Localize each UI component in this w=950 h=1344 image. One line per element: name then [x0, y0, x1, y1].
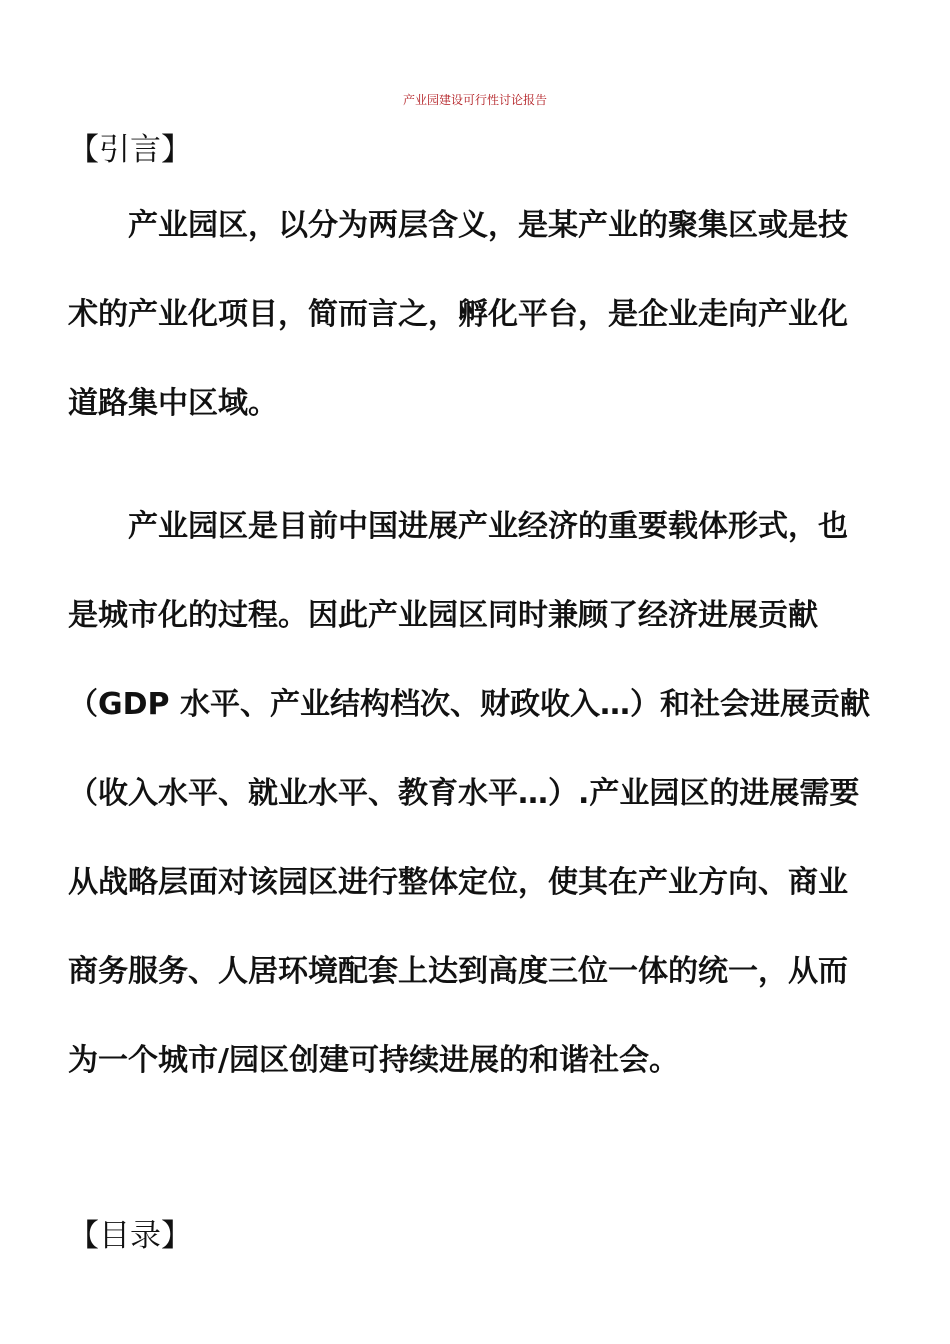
toc-heading: 【目录】 [68, 1218, 192, 1254]
document-title: 产业园建设可行性讨论报告 [402, 93, 547, 107]
intro-heading: 【引言】 [68, 132, 192, 168]
paragraph-line: 商务服务、人居环境配套上达到高度三位一体的统一，从而 [68, 954, 848, 989]
paragraph-line: 术的产业化项目，简而言之，孵化平台，是企业走向产业化 [68, 297, 848, 332]
paragraph-line: 产业园区，以分为两层含义，是某产业的聚集区或是技 [128, 208, 848, 243]
paragraph-line: 从战略层面对该园区进行整体定位，使其在产业方向、商业 [68, 865, 848, 900]
paragraph-line: 是城市化的过程。因此产业园区同时兼顾了经济进展贡献 [68, 598, 818, 633]
paragraph-line: 产业园区是目前中国进展产业经济的重要载体形式，也 [128, 509, 848, 544]
paragraph-line: 道路集中区域。 [68, 386, 278, 421]
paragraph-line: 为一个城市/园区创建可持续进展的和谐社会。 [68, 1043, 679, 1078]
paragraph-line: （收入水平、就业水平、教育水平…）.产业园区的进展需要 [68, 776, 860, 811]
paragraph-line: （GDP 水平、产业结构档次、财政收入…）和社会进展贡献 [68, 687, 870, 722]
